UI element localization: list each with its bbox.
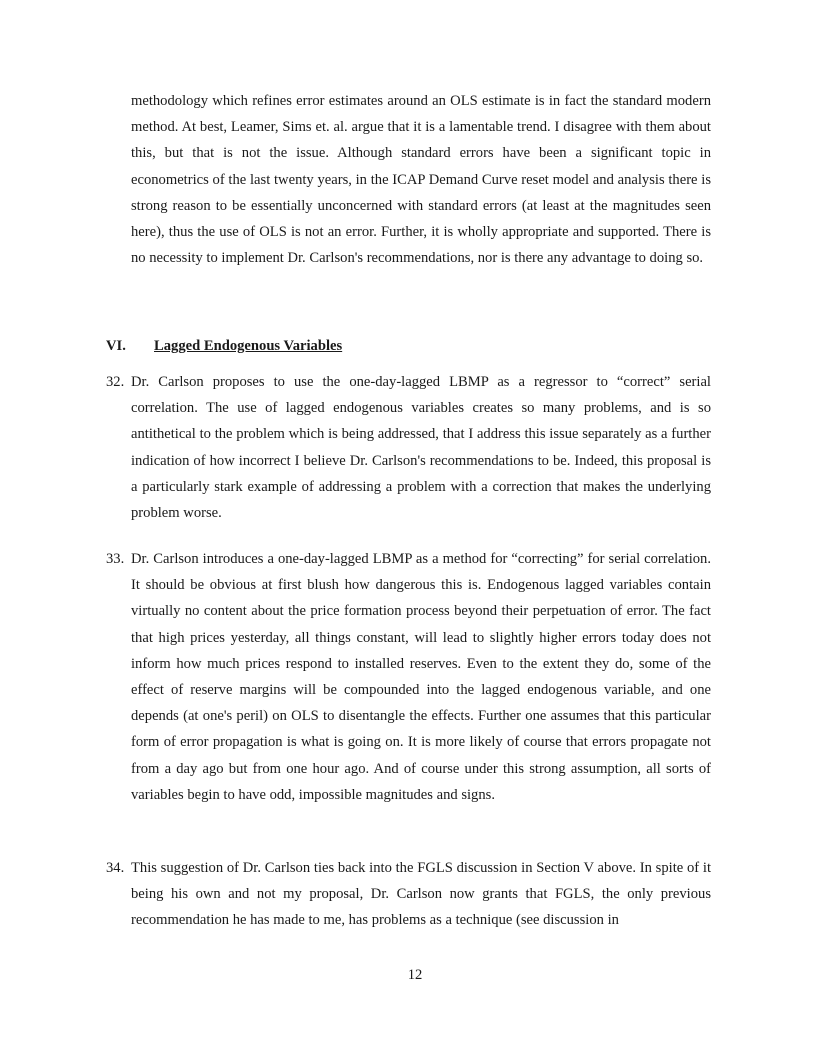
paragraph-number: 34. xyxy=(106,860,125,876)
paragraph-text: Dr. Carlson proposes to use the one-day-lagged LBMP as a regressor to “correct” serial correlation. The use of lagged endogenous variables creates so many problems, and is so antithetical to the problem which is being addressed, that I address this issue separately as a further indication of how incorrect I believe Dr. Carlson's recommendations to be. Indeed, this proposal is a particularly stark example of addressing a problem with a correction that makes the underlying problem worse. xyxy=(131,374,711,522)
paragraph-text: Dr. Carlson introduces a one-day-lagged LBMP as a method for “correcting” for serial correlation. It should be obvious at first blush how dangerous this is. Endogenous lagged variables contain virtually no content about the price formation process beyond their perpetuation of error. The fact that high prices yesterday, all things constant, will lead to slightly higher errors today does not inform how much prices respond to installed reserves. Even to the extent they do, some of the effect of reserve margins will be compounded into the lagged endogenous variable, and one depends (at one's peril) on OLS to disentangle the effects. Further one assumes that this particular form of error propagation is what is going on. It is more likely of course that errors propagate not from a day ago but from one hour ago. And of course under this strong assumption, all sorts of variables begin to have odd, impossible magnitudes and signs. xyxy=(131,551,711,803)
page-number: 12 xyxy=(407,967,423,983)
section-number: VI. xyxy=(106,338,126,354)
paragraph-number: 32. xyxy=(106,374,125,390)
section-title: Lagged Endogenous Variables xyxy=(154,338,343,354)
section-heading xyxy=(106,333,342,359)
numbered-paragraph-32 xyxy=(106,369,711,526)
intro-paragraph: methodology which refines error estimates around an OLS estimate is in fact the standard modern method. At best, Leamer, Sims et. al. argue that it is a lamentable trend. I disagree with them about this, but that is not the issue. Although standard errors have been a significant topic in econometrics of the last twenty years, in the ICAP Demand Curve reset model and analysis there is strong reason to be essentially unconcerned with standard errors (at least at the magnitudes seen here), thus the use of OLS is not an error. Further, it is wholly appropriate and supported. There is no necessity to implement Dr. Carlson's recommendations, nor is there any advantage to doing so. xyxy=(131,93,711,267)
numbered-paragraph-33 xyxy=(106,546,711,808)
paragraph-number: 33. xyxy=(106,551,125,567)
numbered-paragraph-34 xyxy=(106,855,711,934)
paragraph-text: This suggestion of Dr. Carlson ties back into the FGLS discussion in Section V above. In spite of it being his own and not my proposal, Dr. Carlson now grants that FGLS, the only previous recommendation he has made to me, has problems as a technique (see discussion in xyxy=(131,860,711,929)
